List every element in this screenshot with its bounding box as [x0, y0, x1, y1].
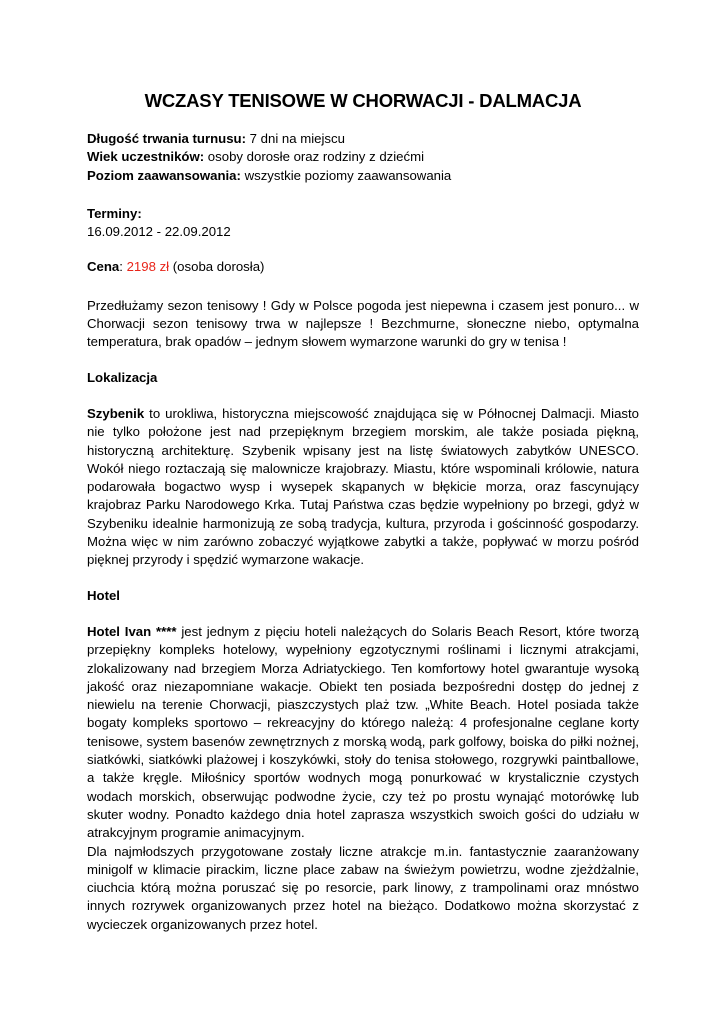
age-line	[87, 148, 639, 166]
level-line	[87, 167, 639, 185]
hotel-kids-paragraph: Dla najmłodszych przygotowane zostały liczne atrakcje m.in. fantastycznie zaaranżowany minigolf w klimacie pirackim, liczne place zabaw na świeżym powietrzu, wodne zjeżdżalnie, ciuchcia którą można poruszać się po resorcie, park linowy, z trampolinami oraz mnóstwo innych rozrywek organizowanych przez hotel na bieżąco. Dodatkowo można skorzystać z wycieczek organizowanych przez hotel.	[87, 843, 639, 932]
document-content	[87, 89, 639, 934]
terms-block	[87, 205, 639, 242]
location-paragraph	[87, 405, 639, 570]
price-amount: 2198 zł	[122, 259, 170, 275]
hotel-heading: Hotel	[87, 587, 120, 603]
hotel-text: jest jednym z pięciu hoteli należących do Solaris Beach Resort, które tworzą przepiękny kompleks hotelowy, wypełniony egzotycznymi roślinami i licznymi atrakcjami, zlokalizowany nad brzegiem Morza Adriatyckiego. Ten komfortowy hotel gwarantuje wysoką jakość oraz niezapomniane wakacje. Obiekt ten posiada bezpośredni dostęp do jednej z niewielu na terenie Chorwacji, piaszczystych plaż tzw. „White Beach. Hotel posiada także bogaty kompleks sportowo – rekreacyjny do którego należą: 4 profesjonalne ceglane korty tenisowe, system basenów zewnętrznych z morską wodą, park golfowy, boiska do piłki nożnej, siatkówki, siatkówki plażowej i koszykówki, stoły do tenisa stołowego, rozgrywki paintballowe, a także kręgle. Miłośnicy sportów wodnych mogą ponurkować w krystalicznie czystych wodach morskich, obserwując podwodne życie, czy też po prostu wynająć motorówkę lub skuter wodny. Ponadto każdego dnia hotel zaprasza wszystkich swoich gości do udziału w atrakcyjnym programie animacyjnym.	[87, 623, 639, 841]
duration-label: Długość trwania turnusu:	[87, 131, 246, 146]
age-value: osoby dorosłe oraz rodziny z dziećmi	[204, 149, 425, 165]
intro-paragraph: Przedłużamy sezon tenisowy ! Gdy w Polsce pogoda jest niepewna i czasem jest ponuro... w Chorwacji sezon tenisowy trwa w najlepsze ! Bezchmurne, słoneczne niebo, optymalna temperatura, brak opadów – jednym słowem wymarzone warunki do gry w tenisa !	[87, 297, 639, 350]
price-line	[87, 258, 639, 276]
location-lead: Szybenik	[87, 405, 145, 421]
duration-line	[87, 130, 639, 148]
terms-label-line	[87, 205, 639, 223]
hotel-paragraph	[87, 623, 639, 843]
price-note: (osoba dorosła)	[169, 259, 265, 275]
hotel-lead: Hotel Ivan ****	[87, 623, 177, 639]
age-label: Wiek uczestników:	[87, 149, 205, 165]
price-colon: :	[119, 259, 123, 275]
level-value: wszystkie poziomy zaawansowania	[240, 167, 452, 183]
location-heading: Lokalizacja	[87, 369, 158, 385]
tour-info	[87, 130, 639, 185]
location-text: to urokliwa, historyczna miejscowość znajdująca się w Północnej Dalmacji. Miasto nie tylko położone jest nad przepięknym brzegiem morskim, ale także posiada piękną, historyczną architekturę. Szybenik wpisany jest na listę światowych zabytków UNESCO. Wokół niego roztaczają się malownicze krajobrazy. Miastu, które wspominali królowie, natura podarowała bogactwo wysp i wysepek skąpanych w błękicie morza, oraz fascynujący krajobraz Parku Narodowego Krka. Tutaj Państwa czas będzie wypełniony po brzegi, gdyż w Szybeniku idealnie harmonizują ze sobą tradycja, kultura, przyroda i gościnność gospodarzy. Można więc w nim zarówno zobaczyć wyjątkowe zabytki a także, popływać w morzu pośród pięknej przyrody i spędzić wymarzone wakacje.	[87, 405, 639, 568]
terms-label: Terminy:	[87, 205, 142, 221]
document-title: WCZASY TENISOWE W CHORWACJI - DALMACJA	[144, 90, 582, 111]
terms-dates: 16.09.2012 - 22.09.2012	[87, 224, 231, 240]
duration-value: 7 dni na miejscu	[246, 131, 345, 146]
level-label: Poziom zaawansowania:	[87, 167, 241, 183]
price-label: Cena	[87, 259, 120, 275]
